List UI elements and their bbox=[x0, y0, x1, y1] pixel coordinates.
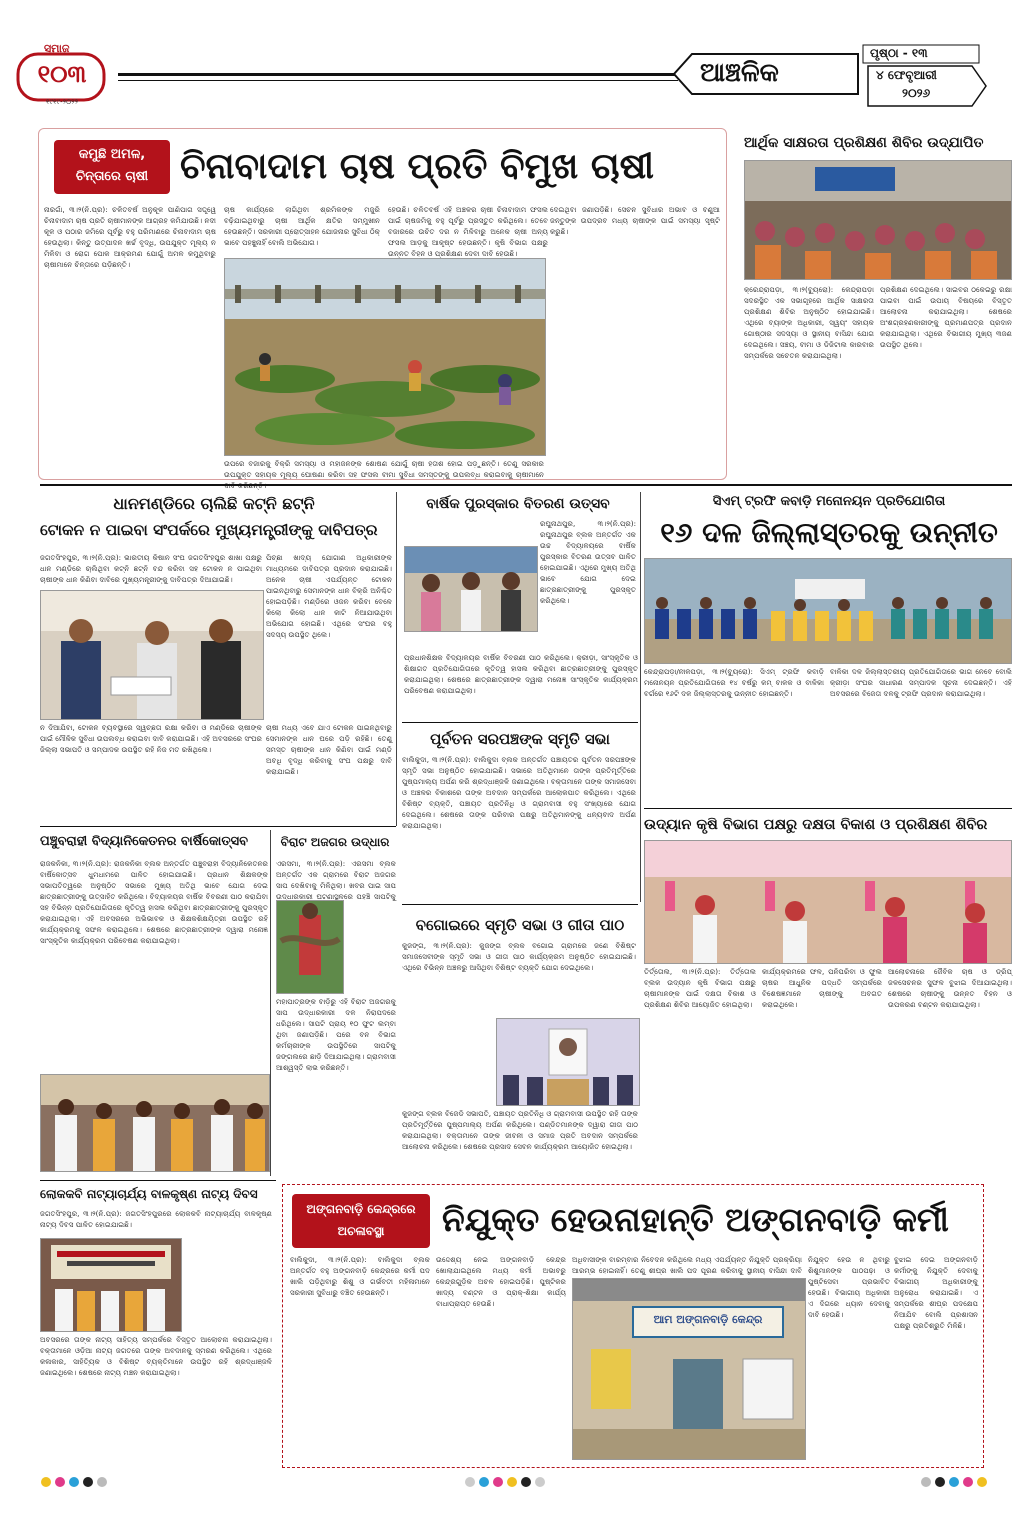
snake-body-col1: ଏରସମା, ୩।୨(ନି.ପ୍ର): ଏରସମା ବ୍ଲକ ଅନ୍ତର୍ଗତ ଏକ ଗ୍ରାମରେ ବିରାଟ ଅଜଗର ସାପ ଦେଖିବାକୁ ମିଳିଥିଲା। ଖବର ପାଇ ସାପ ଉଦ୍ଧାରକାରୀ ଘଟଣାସ୍ଥଳରେ ପହଞ୍ଚି ସାପଟିକୁ bbox=[276, 859, 396, 901]
divider-v2 bbox=[640, 492, 641, 902]
registration-marks-icon bbox=[0, 1470, 1024, 1510]
divider-row1 bbox=[40, 484, 1012, 486]
paddy-body-col1: ଜଗତସିଂହପୁର, ୩।୨(ନି.ପ୍ର): ଭାରତୀୟ କିଷାନ ସଂଘ ଜଗତସିଂହପୁର ଶାଖା ପକ୍ଷରୁ ଧାନ ମଣ୍ଡିରେ ଚାଲିଥିବା କଟ୍‌ନି ଛଟ୍‌ନି ବନ୍ଦ କରିବା ସହ ଟୋକନ ନ ପାଇଥିବା ଚାଷୀଙ୍କ ଧାନ କିଣିବା ଦାବିରେ ମୁଖ୍ୟମନ୍ତ୍ରୀଙ୍କୁ ଦାବିପତ୍ର ଦିଆଯାଇଛି। bbox=[40, 553, 262, 584]
natya-headline: ଲୋକକବି ନାଟ୍ୟାଚାର୍ଯ୍ୟ ବାଳକୃଷ୍ଣ ନାଟ୍ୟ ଦିବସ bbox=[40, 1187, 258, 1201]
masthead-logo bbox=[14, 40, 110, 110]
award-ceremony-image bbox=[405, 547, 537, 631]
sarpanch-headline: ପୂର୍ବତନ ସରପଞ୍ଚଙ୍କ ସ୍ମୃତି ସଭା bbox=[430, 730, 610, 748]
paddy-headline-2: ଟୋକନ ନ ପାଇବା ସଂପର୍କରେ ମୁଖ୍ୟମନ୍ତ୍ରୀଙ୍କୁ ଦାବିପତ୍ର bbox=[40, 521, 378, 539]
anganwadi-headline: ନିଯୁକ୍ତ ହେଉନାହାନ୍ତି ଅଙ୍ଗନବାଡ଼ି କର୍ମୀ bbox=[442, 1200, 949, 1239]
anganwadi-centre-photo bbox=[572, 1278, 806, 1460]
issue-year: ୨୦୨୬ bbox=[902, 86, 931, 100]
paddy-body-col3: ଚାଷୀ ମଧ୍ୟ ଏବେ ଯାଏ ଟୋକନ ପାଇନଥିବାରୁ ସେମାନଙ୍କ ଧାନ ଘରେ ପଡ଼ି ରହିଛି। ତେଣୁ ସମସ୍ତ ଚାଷୀଙ୍କ ଧାନ କିଣିବା ପାଇଁ ମଣ୍ଡି ଅବଧି ବୃଦ୍ଧି କରିବାକୁ ସଂଘ ପକ୍ଷରୁ ଦାବି କରାଯାଇଛି। bbox=[266, 723, 392, 776]
panchubharati-headline: ପଞ୍ଚୁବରାହୀ ବିଦ୍ୟାନିକେତନର ବାର୍ଷିକୋତ୍ସବ bbox=[40, 834, 249, 849]
divider-row3 bbox=[40, 1180, 276, 1181]
horticulture-body-col3: ଆଲୋଚନାରେ ଜୈବିକ ଚାଷ ଓ ଡ୍ରିପ୍ ଜଳସେଚନର ସୁଫଳ ବୁଝାଇ ଦିଆଯାଇଥିଲା। ଶେଷରେ ଚାଷୀଙ୍କୁ ଉନ୍ନତ ବିହନ ଓ ଉପକରଣ ବଣ୍ଟନ କରାଯାଇଥିଲା। bbox=[888, 967, 1012, 1009]
award-body-col2: ପ୍ରଧାନଶିକ୍ଷକ ବିଦ୍ୟାଳୟର ବାର୍ଷିକ ବିବରଣୀ ପାଠ କରିଥିଲେ। କ୍ରୀଡ଼ା, ସାଂସ୍କୃତିକ ଓ ଶିକ୍ଷାଗତ ପ୍ରତିଯୋଗିତାରେ କୃତିତ୍ୱ ହାସଲ କରିଥିବା ଛାତ୍ରଛାତ୍ରୀଙ୍କୁ ପୁରସ୍କୃତ କରାଯାଇଥିଲା। ଶେଷରେ ଛାତ୍ରଛାତ୍ରୀଙ୍କ ଦ୍ୱାରା ମନୋଜ୍ଞ ସାଂସ୍କୃତିକ କାର୍ଯ୍ୟକ୍ରମ ପରିବେଷଣ କରାଯାଇଥିଲା। bbox=[404, 653, 638, 695]
anganwadi-centre-image bbox=[573, 1279, 805, 1459]
anganwadi-kicker bbox=[292, 1194, 430, 1248]
snake-rescue-image bbox=[277, 901, 343, 993]
masthead-years: ୧୯୧୯-୨୦୨୨ bbox=[45, 98, 79, 106]
kabaddi-team-image bbox=[645, 559, 1011, 663]
sarpanch-body: ବାଲିକୁଦା, ୩।୨(ନି.ପ୍ର): ବାଲିକୁଦା ବ୍ଲକ ଅନ୍ତର୍ଗତ ପଞ୍ଚାୟତର ପୂର୍ବତନ ସରପଞ୍ଚଙ୍କ ସ୍ମୃତି ସଭା ଅନୁଷ୍ଠିତ ହୋଇଯାଇଛି। ସଭାରେ ଅତିଥିମାନେ ତାଙ୍କ ପ୍ରତିମୂର୍ତ୍ତିରେ ପୁଷ୍ପମାଲ୍ୟ ଅର୍ପଣ କରି ଶ୍ରଦ୍ଧାଞ୍ଜଳି ଜଣାଇଥିଲେ। ବକ୍ତାମାନେ ତାଙ୍କ ସମାଜସେବା ଓ ଅଞ୍ଚଳର ବିକାଶରେ ତାଙ୍କ ଅବଦାନ ସମ୍ପର୍କରେ ଆଲୋକପାତ କରିଥିଲେ। ଏଥିରେ ବିଶିଷ୍ଟ ବ୍ୟକ୍ତି, ପଞ୍ଚାୟତ ପ୍ରତିନିଧି ଓ ଗ୍ରାମବାସୀ ବହୁ ସଂଖ୍ୟାରେ ଯୋଗ ଦେଇଥିଲେ। ଶେଷରେ ତାଙ୍କ ପରିବାର ପକ୍ଷରୁ ଅତିଥିମାନଙ୍କୁ ଧନ୍ୟବାଦ ଅର୍ପଣ କରାଯାଇଥିଲା। bbox=[402, 755, 636, 830]
lead-kicker-line2: ଚିନ୍ତାରେ ଚାଷୀ bbox=[75, 169, 149, 184]
divider-v1 bbox=[396, 492, 397, 826]
paddy-body-col4: ନ ଦିଆଯିବା, ଟୋକନ ବ୍ୟବସ୍ଥାରେ ସ୍ୱଚ୍ଛତା ରକ୍ଷା କରିବା ଓ ମଣ୍ଡିରେ ଚାଷୀଙ୍କ ପାଇଁ ମୌଳିକ ସୁବିଧା ଉପଲବ୍ଧ କରାଇବା ଦାବି କରାଯାଇଛି। ଏହି ଅବସରରେ ସଂଘର ଜିଲ୍ଲା ସଭାପତି ଓ ସମ୍ପାଦକ ଉପସ୍ଥିତ ରହି ନିଜ ମତ ରଖିଥିଲେ। bbox=[40, 723, 262, 754]
literacy-body-col2: ପ୍ରଶିକ୍ଷଣ ଦେଇଥିଲେ। ସାଇବର ଠକେଇରୁ ରକ୍ଷା ପାଇବା ପାଇଁ ଉପାୟ ବିଷୟରେ ବିସ୍ତୃତ ଆଲୋଚନା କରାଯାଇଥିଲା। ଶେଷରେ ଅଂଶଗ୍ରହଣକାରୀଙ୍କୁ ପ୍ରମାଣପତ୍ର ପ୍ରଦାନ କରାଯାଇଥିଲା। ଏଥିରେ ବିଭାଗୀୟ ମୁଖ୍ୟ ୩ଜଣ ଉପସ୍ଥିତ ଥିଲେ। bbox=[880, 285, 1012, 349]
divider-sarpanch-top bbox=[402, 722, 638, 723]
natya-body-col2: ଅବସରରେ ତାଙ୍କ ନାଟ୍ୟ ସାହିତ୍ୟ ସମ୍ପର୍କରେ ବିସ୍ତୃତ ଆଲୋଚନା କରାଯାଇଥିଲା। ବକ୍ତାମାନେ ଓଡ଼ିଆ ନାଟ୍ୟ ଜଗତରେ ତାଙ୍କ ଅବଦାନକୁ ସ୍ମରଣ କରିଥିଲେ। ଏଥିରେ କଳାକାର, ସାହିତ୍ୟିକ ଓ ବିଶିଷ୍ଟ ବ୍ୟକ୍ତିମାନେ ଉପସ୍ଥିତ ରହି ଶ୍ରଦ୍ଧାଞ୍ଜଳି ଜଣାଇଥିଲେ। ଶେଷରେ ନାଟ୍ୟ ମଞ୍ଚନ କରାଯାଇଥିଲା। bbox=[40, 1335, 272, 1377]
literacy-camp-photo bbox=[744, 160, 1012, 280]
anganwadi-body-col1: ବାଲିକୁଦା, ୩।୨(ନି.ପ୍ର): ବାଲିକୁଦା ବ୍ଲକ ଅନ୍ତର୍ଗତ ବହୁ ଅଙ୍ଗନବାଡ଼ି କେନ୍ଦ୍ରରେ କର୍ମୀ ପଦ ଖାଲି ପଡ଼ିଥିବାରୁ ଶିଶୁ ଓ ଗର୍ଭବତୀ ମହିଳାମାନେ ସରକାରୀ ସୁବିଧାରୁ ବଞ୍ଚିତ ହେଉଛନ୍ତି। bbox=[290, 1255, 430, 1297]
lead-body-col1: ନାରଗାଁ, ୩।୨(ନି.ପ୍ର): ଚଳିତବର୍ଷ ଅନୁକୂଳ ପାଣିପାଗ ସତ୍ତ୍ୱେ ଚିନାବାଦାମ ଚାଷ ପ୍ରତି ଚାଷୀମାନଙ୍କ ଆଗ୍ରହ କମିଯାଉଛି। ନଦୀ କୂଳ ଓ ପଠାର ଜମିରେ ପୂର୍ବରୁ ବହୁ ପରିମାଣରେ ଚିନାବାଦାମ ଚାଷ ହେଉଥିଲା। କିନ୍ତୁ ଉତ୍ପାଦନ ଖର୍ଚ୍ଚ ବୃଦ୍ଧି, ଉପଯୁକ୍ତ ମୂଲ୍ୟ ନ ମିଳିବା ଓ ରୋଗ ପୋକ ଆକ୍ରମଣ ଯୋଗୁଁ ଅମଳ କମୁଥିବାରୁ ଚାଷୀମାନେ ଚିନ୍ତାରେ ପଡ଼ିଛନ୍ତି। bbox=[44, 205, 216, 269]
panchubharati-stage-image bbox=[41, 1075, 269, 1171]
natya-body-col1: ଜଗତସିଂହପୁର, ୩।୨(ନି.ପ୍ର): ଜଗତସିଂହପୁରରେ ଲୋକକବି ନାଟ୍ୟାଚାର୍ଯ୍ୟ ବାଳକୃଷ୍ଣ ନାଟ୍ୟ ଦିବସ ପାଳିତ ହୋଇଯାଇଛି। bbox=[40, 1209, 272, 1229]
lead-kicker-line1: କମୁଛି ଅମଳ, bbox=[78, 147, 146, 162]
literacy-headline: ଆର୍ଥିକ ସାକ୍ଷରତା ପ୍ରଶିକ୍ଷଣ ଶିବିର ଉଦ୍‌ଯାପିତ bbox=[744, 135, 984, 151]
award-body-col1: ରଘୁନାଥପୁର, ୩।୨(ନି.ପ୍ର): ରଘୁନାଥପୁର ବ୍ଲକ ଅନ୍ତର୍ଗତ ଏକ ଉଚ୍ଚ ବିଦ୍ୟାଳୟରେ ବାର୍ଷିକ ପୁରସ୍କାର ବିତରଣ ଉତ୍ସବ ପାଳିତ ହୋଇଯାଇଛି। ଏଥିରେ ମୁଖ୍ୟ ଅତିଥି ଭାବେ ଯୋଗ ଦେଇ ଛାତ୍ରଛାତ୍ରୀଙ୍କୁ ପୁରସ୍କୃତ କରିଥିଲେ। bbox=[540, 519, 636, 605]
masthead-brand: ସମାଜ bbox=[44, 42, 70, 55]
paddy-body-col2: ପିଚ୍ଛା ଖାଦ୍ୟ ଯୋଗାଣ ଅଧିକାରୀଙ୍କ ମାଧ୍ୟମରେ ଦାବିପତ୍ର ପ୍ରଦାନ କରାଯାଇଛି। ଅନେକ ଚାଷୀ ଏପର୍ଯ୍ୟନ୍ତ ଟୋକନ ପାଇନଥିବାରୁ ସେମାନଙ୍କ ଧାନ ବିକ୍ରି ଅନିଶ୍ଚିତ ହୋଇପଡ଼ିଛି। ମଣ୍ଡିରେ ଓଜନ କରିବା ବେଳେ କିଲୋ କିଲୋ ଧାନ କାଟି ନିଆଯାଉଥିବା ଅଭିଯୋଗ ହୋଇଛି। ଏଥିରେ ସଂଘର ବହୁ ସଦସ୍ୟ ଉପସ୍ଥିତ ଥିଲେ। bbox=[266, 553, 392, 639]
lead-body-col2: ଚାଷ କାର୍ଯ୍ୟରେ ଲାଗିଥିବା ଶ୍ରମିକଙ୍କ ମଜୁରି ବଢ଼ିଯାଇଥିବାରୁ ଚାଷୀ ଆର୍ଥିକ କ୍ଷତିର ସମ୍ମୁଖୀନ ହେଉଛନ୍ତି। ସରକାରୀ ପ୍ରୋତ୍ସାହନ ଯୋଜନାର ସୁବିଧା ଠିକ୍ ଭାବେ ପହଞ୍ଚୁନାହିଁ ବୋଲି ଅଭିଯୋଗ। bbox=[224, 205, 380, 247]
paddy-headline-1: ଧାନମଣ୍ଡିରେ ଚାଲିଛି କଟ୍‌ନି ଛଟ୍‌ନି bbox=[113, 494, 315, 513]
horticulture-camp-image bbox=[645, 841, 1011, 963]
divider-v3 bbox=[270, 830, 271, 1176]
anganwadi-body-col3: ଅଧିବାସୀଙ୍କ ବାରମ୍ବାର ନିବେଦନ କରିଥିଲେ ମଧ୍ୟ ଏପର୍ଯ୍ୟନ୍ତ ନିଯୁକ୍ତି ପ୍ରକ୍ରିୟା ଆରମ୍ଭ ହୋଇନାହିଁ। ତେଣୁ ଶୀଘ୍ର ଖାଲି ପଦ ପୂରଣ କରିବାକୁ ସ୍ଥାନୀୟ ବାସିନ୍ଦା ଦାବି bbox=[572, 1255, 802, 1275]
panchubharati-body: ରାଜକନିକା, ୩।୨(ନି.ପ୍ର): ରାଜକନିକା ବ୍ଲକ ଅନ୍ତର୍ଗତ ପଞ୍ଚୁବରାହୀ ବିଦ୍ୟାନିକେତନର ବାର୍ଷିକୋତ୍ସବ ଧୁମଧାମରେ ପାଳିତ ହୋଇଯାଇଛି। ପ୍ରଧାନ ଶିକ୍ଷକଙ୍କ ସଭାପତିତ୍ୱରେ ଅନୁଷ୍ଠିତ ସଭାରେ ମୁଖ୍ୟ ଅତିଥି ଭାବେ ଯୋଗ ଦେଇ ଛାତ୍ରଛାତ୍ରୀଙ୍କୁ ଉତ୍ସାହିତ କରିଥିଲେ। ବିଦ୍ୟାଳୟର ବାର୍ଷିକ ବିବରଣୀ ପାଠ କରାଯିବା ସହ ବିଭିନ୍ନ ପ୍ରତିଯୋଗିତାରେ କୃତିତ୍ୱ ହାସଲ କରିଥିବା ଛାତ୍ରଛାତ୍ରୀଙ୍କୁ ପୁରସ୍କୃତ କରାଯାଇଥିଲା। ଏହି ଅବସରରେ ଅଭିଭାବକ ଓ ଶିକ୍ଷକଶିକ୍ଷୟିତ୍ରୀ ଉପସ୍ଥିତ ରହି କାର୍ଯ୍ୟକ୍ରମକୁ ସଫଳ କରାଇଥିଲେ। ଶେଷରେ ଛାତ୍ରଛାତ୍ରୀଙ୍କ ଦ୍ୱାରା ମନୋଜ୍ଞ ସାଂସ୍କୃତିକ କାର୍ଯ୍ୟକ୍ରମ ପରିବେଷଣ କରାଯାଇଥିଲା। bbox=[40, 859, 268, 945]
section-title: ଆଞ୍ଚଳିକ bbox=[700, 58, 779, 88]
issue-date: ୪ ଫେବୃଆରୀ bbox=[876, 68, 937, 82]
anganwadi-sign: ଆମ ଅଙ୍ଗନବାଡ଼ି କେନ୍ଦ୍ର bbox=[653, 1313, 763, 1326]
kabaddi-body-col2: ବାଳିକା ଦଳ ଜିଲ୍ଲାସ୍ତରୀୟ ପ୍ରତିଯୋଗିତାରେ ଭାଗ ନେବେ ବୋଲି କ୍ରୀଡ଼ା ସଂଘର ସାଧାରଣ ସମ୍ପାଦକ ସୂଚନା ଦେଇଛନ୍ତି। ଏହି ଅବସରରେ ବିଜେତା ଦଳକୁ ଟ୍ରଫି ପ୍ରଦାନ କରାଯାଇଥିଲା। bbox=[830, 667, 1012, 698]
literacy-body-col1: କ୍ରେନ୍ଦ୍ରାପଡ଼ା, ୩।୨(ବ୍ୟୁରୋ): କେନ୍ଦ୍ରାପଡ଼ା ସଦରସ୍ଥିତ ଏକ ସଭାଗୃହରେ ଆର୍ଥିକ ସାକ୍ଷରତା ପ୍ରଶିକ୍ଷଣ ଶିବିର ଅନୁଷ୍ଠିତ ହୋଇଯାଇଛି। ଏଥିରେ ବ୍ୟାଙ୍କ ଅଧିକାରୀ, ସ୍ୱୟଂ ସହାୟକ ଗୋଷ୍ଠୀର ସଦସ୍ୟା ଓ ସ୍ଥାନୀୟ ବାସିନ୍ଦା ଯୋଗ ଦେଇଥିଲେ। ସଞ୍ଚୟ, ବୀମା ଓ ଡିଜିଟାଲ କାରବାର ସମ୍ପର୍କରେ ସଚେତନ କରାଯାଇଥିଲା। bbox=[744, 285, 874, 360]
panchubharati-stage-photo bbox=[40, 1074, 270, 1172]
gita-body-col2: କୁଜଙ୍ଗ ବ୍ଲକ ବିଜେଡି ସଭାପତି, ପଞ୍ଚାୟତ ପ୍ରତିନିଧି ଓ ଗ୍ରାମବାସୀ ଉପସ୍ଥିତ ରହି ତାଙ୍କ ପ୍ରତିମୂର୍ତ୍ତିରେ ପୁଷ୍ପମାଲ୍ୟ ଅର୍ପଣ କରିଥିଲେ। ପଣ୍ଡିତମାନଙ୍କ ଦ୍ୱାରା ଗୀତା ପାଠ କରାଯାଇଥିଲା। ବକ୍ତାମାନେ ତାଙ୍କ ଜୀବନୀ ଓ ସମାଜ ପ୍ରତି ଅବଦାନ ସମ୍ପର୍କରେ ଆଲୋଚନା କରିଥିଲେ। ଶେଷରେ ପ୍ରସାଦ ସେବନ କାର୍ଯ୍ୟକ୍ରମ ଆୟୋଜିତ ହୋଇଥିଲା। bbox=[402, 1109, 638, 1151]
groundnut-field-photo bbox=[224, 258, 546, 456]
gita-memorial-photo bbox=[496, 1018, 640, 1106]
horticulture-body-col2: କାର୍ଯ୍ୟକ୍ରମରେ ଫଳ, ପନିପରିବା ଓ ଫୁଲ ଚାଷର ଆଧୁନିକ ପଦ୍ଧତି ସମ୍ପର୍କରେ ବିଶେଷଜ୍ଞମାନେ ଚାଷୀଙ୍କୁ ଅବଗତ କରାଇଥିଲେ। bbox=[762, 967, 882, 1009]
lead-body-col4: ଦେଇଥିବା ଜଣାପଡ଼ିଛି। ସେଚନ ସୁବିଧାର ଅଭାବ ଓ ବଣୁଆ ଜନ୍ତୁଙ୍କ ଉପଦ୍ରବ ମଧ୍ୟ ଚାଷୀଙ୍କ ପାଇଁ ସମସ୍ୟା ସୃଷ୍ଟି କରୁଛି। bbox=[550, 205, 720, 236]
section-tab bbox=[672, 52, 860, 96]
natya-event-image bbox=[41, 1239, 181, 1331]
gita-body-col1b bbox=[402, 1016, 492, 1044]
anganwadi-body-col5: ବୁଝାଇ ଦେଇ ଅଙ୍ଗନବାଡ଼ି କର୍ମୀଙ୍କୁ ନିଯୁକ୍ତି ଦେବାକୁ ବିଭାଗୀୟ ଅଧିକାରୀଙ୍କୁ ଅନୁରୋଧ କରାଯାଇଛି। ଏ ସମ୍ପର୍କରେ ଶୀଘ୍ର ପଦକ୍ଷେପ ନିଆଯିବ ବୋଲି ପ୍ରଶାସନ ପକ୍ଷରୁ ପ୍ରତିଶ୍ରୁତି ମିଳିଛି। bbox=[894, 1255, 978, 1330]
gita-memorial-image bbox=[497, 1019, 639, 1105]
snake-headline: ବିରାଟ ଅଜଗର ଉଦ୍ଧାର bbox=[280, 835, 390, 849]
page-number: ପୃଷ୍ଠା - ୧୩ bbox=[870, 46, 928, 60]
kabaddi-kicker: ସିଏମ୍ ଟ୍ରଫି କବାଡ଼ି ମନୋନୟନ ପ୍ରତିଯୋଗିତା bbox=[712, 494, 946, 509]
footer-marks bbox=[0, 1470, 1024, 1510]
lead-kicker bbox=[54, 140, 170, 194]
divider-row2 bbox=[40, 826, 396, 827]
horticulture-body-col1: ତିର୍ତ୍ତୋଲ, ୩।୨(ନି.ପ୍ର): ତିର୍ତ୍ତୋଲ ବ୍ଲକ ଉଦ୍ୟାନ କୃଷି ବିଭାଗ ପକ୍ଷରୁ ଚାଷୀମାନଙ୍କ ପାଇଁ ଦକ୍ଷତା ବିକାଶ ଓ ପ୍ରଶିକ୍ଷଣ ଶିବିର ଆୟୋଜିତ ହୋଇଥିଲା। bbox=[644, 967, 756, 1009]
horticulture-headline: ଉଦ୍ୟାନ କୃଷି ବିଭାଗ ପକ୍ଷରୁ ଦକ୍ଷତା ବିକାଶ ଓ ପ୍ରଶିକ୍ଷଣ ଶିବିର bbox=[644, 817, 988, 833]
gita-headline: ବଗୋଇରେ ସ୍ମୃତି ସଭା ଓ ଗୀତା ପାଠ bbox=[415, 916, 625, 934]
masthead-rule-thin bbox=[118, 80, 678, 81]
paddy-memorandum-image bbox=[41, 591, 263, 719]
page-info bbox=[862, 44, 1012, 108]
kabaddi-body-col1: କେନ୍ଦ୍ରାପଡ଼ା/ନୀଳପଡ଼ା, ୩।୨(ବ୍ୟୁରୋ): ସିଏମ୍ ଟ୍ରଫି କବାଡ଼ି ମନୋନୟନ ପ୍ରତିଯୋଗିତାରେ ୧୪ ବର୍ଷରୁ କମ୍ ବାଳକ ଓ ବାଳିକା ବର୍ଗରେ ୧୬ଟି ଦଳ ଜିଲ୍ଲାସ୍ତରକୁ ଉନ୍ନୀତ ହୋଇଛନ୍ତି। bbox=[644, 667, 824, 698]
kabaddi-team-photo bbox=[644, 558, 1012, 664]
lead-body-col5: ଉପରେ ବଜାରକୁ ବିକ୍ରି ସମସ୍ୟା ଓ ମହାଜନଙ୍କ ଶୋଷଣ ଯୋଗୁଁ ଚାଷୀ ହତାଶ ହୋଇ ପଡ଼ୁଛନ୍ତି। ତେଣୁ ସରକାର ଉପଯୁକ୍ତ ସହାୟକ ମୂଲ୍ୟ ଘୋଷଣା କରିବା ସହ ଫସଲ ବୀମା ସୁବିଧା ସମସ୍ତଙ୍କୁ ଉପଲବ୍ଧ କରାଇବାକୁ ଚାଷୀମାନେ bbox=[224, 459, 544, 479]
divider-horti-top bbox=[644, 808, 1012, 809]
snake-body-col2: ମହାପାତ୍ରଙ୍କ ବାଡ଼ିରୁ ଏହି ବିରାଟ ଅଜଗରକୁ ସାପ ଉଦ୍ଧାରକାରୀ ଦଳ ନିରାପଦରେ ଧରିଥିଲେ। ସାପଟି ପ୍ରାୟ ୧୦ ଫୁଟ ଲମ୍ବା ଥିବା ଜଣାପଡ଼ିଛି। ପରେ ବନ ବିଭାଗ କର୍ମଚାରୀଙ୍କ ଉପସ୍ଥିତିରେ ସାପଟିକୁ ଜଙ୍ଗଲରେ ଛାଡ଼ି ଦିଆଯାଇଥିଲା। ଗ୍ରାମବାସୀ ଆଶ୍ୱସ୍ତି ଲାଭ କରିଛନ୍ତି। bbox=[276, 997, 396, 1072]
anganwadi-kicker-line1: ଅଙ୍ଗନବାଡ଼ି କେନ୍ଦ୍ରରେ bbox=[306, 1202, 416, 1216]
award-headline: ବାର୍ଷିକ ପୁରସ୍କାର ବିତରଣ ଉତ୍ସବ bbox=[426, 496, 610, 512]
divider-gita-top bbox=[402, 904, 638, 905]
lead-headline: ଚିନାବାଦାମ ଚାଷ ପ୍ରତି ବିମୁଖ ଚାଷୀ bbox=[180, 146, 654, 187]
paddy-memorandum-photo bbox=[40, 590, 264, 720]
groundnut-field-image bbox=[225, 259, 545, 455]
anganwadi-body-col2: ଉଦ୍ଦେଶ୍ୟ ନେଇ ଅଙ୍ଗନବାଡ଼ି କେନ୍ଦ୍ର ଖୋଲାଯାଇଥିଲେ ମଧ୍ୟ କର୍ମୀ ଅଭାବରୁ କେନ୍ଦ୍ରଗୁଡ଼ିକ ଅଚଳ ହୋଇପଡ଼ିଛି। ପୁଷ୍ଟିକର ଖାଦ୍ୟ ବଣ୍ଟନ ଓ ପ୍ରାକ୍-ଶିକ୍ଷା କାର୍ଯ୍ୟ ବାଧାପ୍ରାପ୍ତ ହେଉଛି। bbox=[436, 1255, 566, 1308]
snake-rescue-photo bbox=[276, 900, 344, 994]
masthead-rule bbox=[118, 73, 678, 76]
literacy-camp-image bbox=[745, 161, 1011, 279]
masthead-number: ୧୦୩ bbox=[37, 60, 87, 88]
lead-body-col3: ହେଉଛି। ଚଳିତବର୍ଷ ଏହି ଅଞ୍ଚଳର ଚାଷୀ ଚିନାବାଦାମ ଫସଲ ପାଇଁ ଚାଷଜମିକୁ ବହୁ ପୂର୍ବରୁ ପ୍ରସ୍ତୁତ କରିଥିଲେ। ତେବେ ବଜାରରେ ଉଚିତ ଦର ନ ମିଳିବାରୁ ଅନେକ ଚାଷୀ ଅନ୍ୟ ଫସଲ ଆଡ଼କୁ ଆକୃଷ୍ଟ ହେଉଛନ୍ତି। କୃଷି ବିଭାଗ ପକ୍ଷରୁ ଉନ୍ନତ ବିହନ ଓ ପ୍ରଶିକ୍ଷଣ ଦେବା ଦାବି ହେଉଛି। bbox=[388, 205, 548, 258]
anganwadi-body-col4: ନିଯୁକ୍ତ ହେଉ ନ ଥିବାରୁ ଶିଶୁମାନଙ୍କ ପାଠପଢ଼ା ଓ ପୁଷ୍ଟିସେବା ପ୍ରଭାବିତ ହେଉଛି। ବିଭାଗୀୟ ଅଧିକାରୀ ଏ ଦିଗରେ ଧ୍ୟାନ ଦେବାକୁ ଦାବି ହେଉଛି। bbox=[808, 1255, 890, 1319]
horticulture-camp-photo bbox=[644, 840, 1012, 964]
kabaddi-headline: ୧୬ ଦଳ ଜିଲ୍ଲାସ୍ତରକୁ ଉନ୍ନୀତ bbox=[660, 516, 998, 549]
natya-event-photo bbox=[40, 1238, 182, 1332]
anganwadi-kicker-line2: ଅଚଳାବସ୍ଥା bbox=[337, 1224, 385, 1238]
award-ceremony-photo bbox=[404, 546, 538, 632]
gita-body-col1: କୁଜଙ୍ଗ, ୩।୨(ନି.ପ୍ର): କୁଜଙ୍ଗ ବ୍ଲକ ବଗୋଇ ଗ୍ରାମରେ ଜଣେ ବିଶିଷ୍ଟ ସମାଜସେବୀଙ୍କ ସ୍ମୃତି ସଭା ଓ ଗୀତା ପାଠ କାର୍ଯ୍ୟକ୍ରମ ଅନୁଷ୍ଠିତ ହୋଇଯାଇଛି। ଏଥିରେ ବିଭିନ୍ନ ଅଞ୍ଚଳରୁ ଆସିଥିବା ବିଶିଷ୍ଟ ବ୍ୟକ୍ତି ଯୋଗ ଦେଇଥିଲେ। bbox=[402, 941, 636, 972]
